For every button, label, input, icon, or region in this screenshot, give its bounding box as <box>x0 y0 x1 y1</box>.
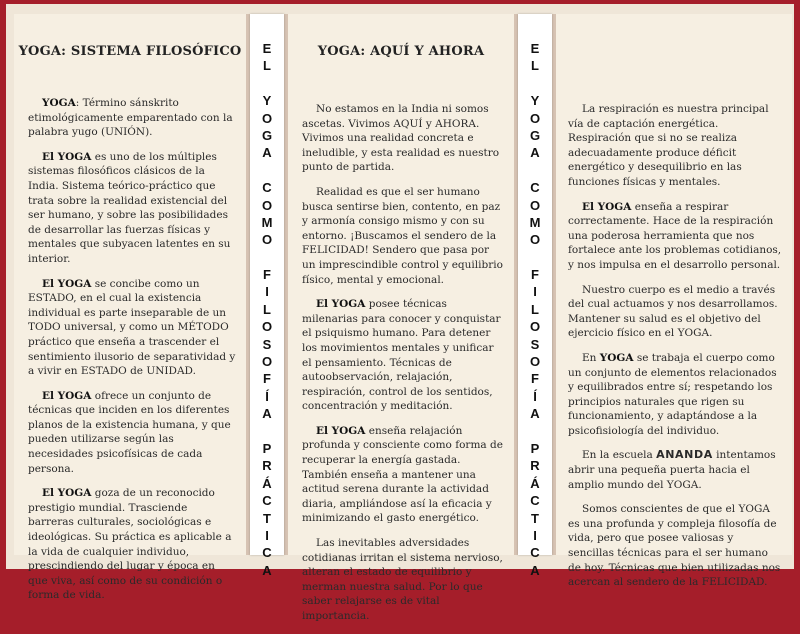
paragraph-ananda: En la escuela ANANDA intentamos abrir una pequeña puerta hacia el amplio mundo del YOGA. <box>568 448 776 491</box>
paragraph: Las inevitables adversidades cotidianas irritan el sistema nervioso, alteran el estado de equilibrio y merman nuestra salud. Por lo que saber relajarse es de vital importancia. <box>302 537 503 622</box>
strip-letters: E L Y O G A C O M O F I L O S O F Í A P R Á C T I C A <box>529 41 541 578</box>
paragraph: No estamos en la India ni somos ascetas. Vivimos AQUÍ y AHORA. Vivimos una realidad concreta e ineludible, y esta realidad es nuestro punto de partida. <box>302 103 500 174</box>
paragraph: El YOGA es uno de los múltiples sistemas filosóficos clásicos de la India. Sistema teórico-práctico que trata sobre la realidad existencial del ser humano, y sobre las posibilidades de desarrollar las fuerzas físicas y mentales que subyacen latentes en su interior. <box>28 150 231 265</box>
paragraph: YOGA: Término sánskrito etimológicamente emparentado con la palabra yugo (UNIÓN). <box>28 97 233 139</box>
paragraph: Nuestro cuerpo es el medio a través del cual actuamos y nos desarrollamos. Mantener su salud es el objetivo del ejercicio físico en el YOGA. <box>568 283 778 340</box>
paragraph: El YOGA ofrece un conjunto de técnicas que inciden en los diferentes planos de la existencia humana, y que pueden utilizarse según las necesidades psicofísicas de cada persona. <box>28 389 231 475</box>
paragraph: El YOGA posee técnicas milenarias para conocer y conquistar el psiquismo humano. Para detener los movimientos mentales y unificar el pensamiento. Técnicas de autoobservación, relajación, respiración, control de los sentidos, concentración y meditación. <box>302 298 501 413</box>
paragraph: El YOGA enseña a respirar correctamente. Hace de la respiración una poderosa herramienta que nos fortalece ante los problemas cotidianos, y nos impulsa en el desarrollo personal. <box>568 200 782 271</box>
paragraph: El YOGA se concibe como un ESTADO, en el cual la existencia individual es parte inseparable de un TODO universal, y como un MÉTODO práctico que enseña a trascender el sentimiento ilusorio de separatividad y a vivir en ESTADO de UNIDAD. <box>28 277 236 378</box>
panel-respiracion <box>556 14 792 589</box>
paragraph: El YOGA goza de un reconocido prestigio mundial. Trasciende barreras culturales, sociológicas e ideológicas. Su práctica es aplicable a la vida de cualquier individuo, prescindiendo del lugar y época en que viva, así como de su condición o forma de vida. <box>28 487 232 602</box>
ananda-school-name: ANANDA <box>656 448 713 462</box>
panel-aqui-y-ahora <box>288 14 514 622</box>
paragraph: La respiración es nuestra principal vía de captación energética. Respiración que si no se realiza adecuadamente produce déficit energético y desequilibrio en las funciones físicas y mentales. <box>568 103 769 188</box>
fold-gutter-right <box>514 14 556 578</box>
paragraph: En YOGA se trabaja el cuerpo como un conjunto de elementos relacionados y equilibrados entre sí; respetando los principios naturales que rigen su funcionamiento, y adaptándose a la psicofisiología del individuo. <box>568 351 777 437</box>
paragraph: Realidad es que el ser humano busca sentirse bien, contento, en paz y armonía consigo mismo y con su entorno. ¡Buscamos el sendero de la FELICIDAD! Sendero que pasa por un imprescindible control y equilibrio físico, mental y emocional. <box>302 185 503 286</box>
panel-sistema-filosofico <box>14 14 246 602</box>
paragraph: El YOGA enseña relajación profunda y consciente como forma de recuperar la energía gastada. También enseña a mantener una actitud serena durante la actividad diaria, ampliándose así la eficacia y minimizando el gasto energético. <box>302 424 503 525</box>
paragraph-closing: Somos conscientes de que el YOGA es una profunda y compleja filosofía de vida, pero que posee valiosas y sencillas técnicas para el ser humano de hoy. Técnicas que bien utilizadas nos acercan al sendero de la FELICIDAD. <box>568 503 781 589</box>
panel-text <box>568 102 782 600</box>
fold-gutter-left <box>246 14 288 578</box>
strip-letters: E L Y O G A C O M O F I L O S O F Í A P R Á C T I C A <box>261 41 273 578</box>
panel-title: YOGA: SISTEMA FILOSÓFICO <box>18 44 242 59</box>
panel-title: YOGA: AQUÍ Y AHORA <box>317 44 485 59</box>
panel-text <box>302 102 504 634</box>
vertical-title-strip <box>518 14 552 578</box>
panel-text <box>28 96 236 613</box>
vertical-title-strip <box>250 14 284 578</box>
